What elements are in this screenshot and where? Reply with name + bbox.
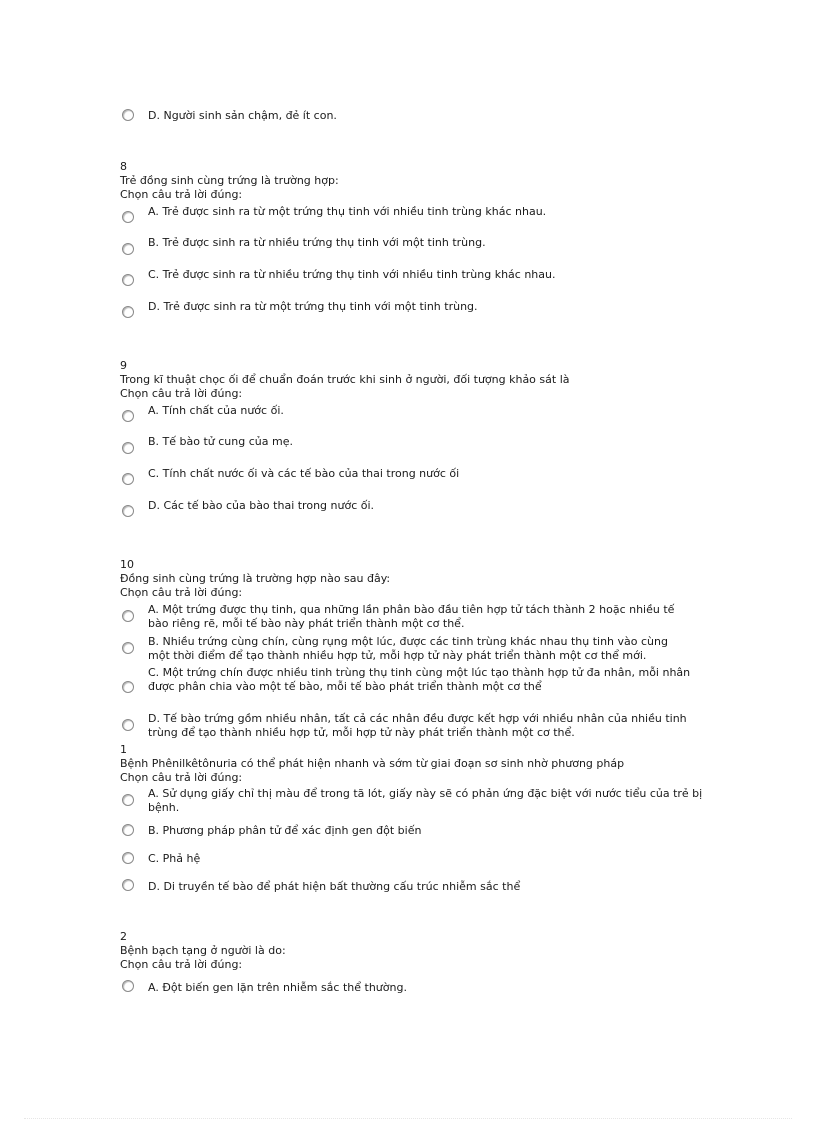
answer-option: A. Sử dụng giấy chỉ thị màu để trong tã lót, giấy này sẽ có phản ứng đặc biệt với nước tiểu của trẻ bị bệnh. <box>148 787 703 814</box>
question-number: 1 <box>120 743 127 756</box>
answer-option: D. Người sinh sản chậm, đẻ ít con. <box>148 109 337 122</box>
question-number: 10 <box>120 558 134 571</box>
answer-prompt: Chọn câu trả lời đúng: <box>120 958 243 971</box>
answer-option: D. Tế bào trứng gồm nhiều nhân, tất cả các nhân đều được kết hợp với nhiều nhân của nhiều tinh trùng để tạo thành nhiều hợp tử, mỗi hợp tử này phát triển thành một cơ thể. <box>148 712 687 739</box>
answer-option: C. Tính chất nước ối và các tế bào của thai trong nước ối <box>148 467 460 480</box>
radio-button[interactable] <box>122 824 134 836</box>
question-number: 2 <box>120 930 127 943</box>
radio-button[interactable] <box>122 642 134 654</box>
answer-option: D. Di truyền tế bào để phát hiện bất thường cấu trúc nhiễm sắc thể <box>148 880 521 893</box>
radio-button[interactable] <box>122 681 134 693</box>
radio-button[interactable] <box>122 410 134 422</box>
radio-button[interactable] <box>122 442 134 454</box>
answer-option: A. Một trứng được thụ tinh, qua những lần phân bào đầu tiên hợp tử tách thành 2 hoặc nhiều tế bào riêng rẽ, mỗi tế bào này phát triển thành một cơ thể. <box>148 603 675 630</box>
answer-option: B. Trẻ được sinh ra từ nhiều trứng thụ tinh với một tinh trùng. <box>148 236 486 249</box>
answer-option: B. Phương pháp phân tử để xác định gen đột biến <box>148 824 422 837</box>
answer-option: A. Đột biến gen lặn trên nhiễm sắc thể thường. <box>148 981 407 994</box>
answer-option: A. Tính chất của nước ối. <box>148 404 284 417</box>
radio-button[interactable] <box>122 306 134 318</box>
radio-button[interactable] <box>122 794 134 806</box>
radio-button[interactable] <box>122 211 134 223</box>
radio-button[interactable] <box>122 879 134 891</box>
answer-option: B. Tế bào tử cung của mẹ. <box>148 435 293 448</box>
page-divider <box>24 1118 792 1119</box>
radio-button[interactable] <box>122 243 134 255</box>
radio-button[interactable] <box>122 505 134 517</box>
question-text: Bệnh Phênilkêtônuria có thể phát hiện nhanh và sớm từ giai đoạn sơ sinh nhờ phương pháp <box>120 757 625 770</box>
answer-option: C. Trẻ được sinh ra từ nhiều trứng thụ tinh với nhiều tinh trùng khác nhau. <box>148 268 556 281</box>
answer-prompt: Chọn câu trả lời đúng: <box>120 387 243 400</box>
answer-option: D. Trẻ được sinh ra từ một trứng thụ tinh với một tinh trùng. <box>148 300 478 313</box>
answer-option: B. Nhiều trứng cùng chín, cùng rụng một lúc, được các tinh trùng khác nhau thụ tinh vào cùng một thời điểm để tạo thành nhiều hợp tử, mỗi hợp tử này phát triển thành một cơ thể mới. <box>148 635 668 662</box>
answer-option: D. Các tế bào của bào thai trong nước ối. <box>148 499 375 512</box>
radio-button[interactable] <box>122 109 134 121</box>
question-number: 9 <box>120 359 127 372</box>
answer-prompt: Chọn câu trả lời đúng: <box>120 188 243 201</box>
answer-option: A. Trẻ được sinh ra từ một trứng thụ tinh với nhiều tinh trùng khác nhau. <box>148 205 547 218</box>
answer-prompt: Chọn câu trả lời đúng: <box>120 771 243 784</box>
radio-button[interactable] <box>122 719 134 731</box>
answer-option: C. Một trứng chín được nhiều tinh trùng thụ tinh cùng một lúc tạo thành hợp tử đa nhân, mỗi nhân được phân chia vào một tế bào, mỗi tế bào phát triển thành một cơ thể <box>148 666 691 693</box>
answer-prompt: Chọn câu trả lời đúng: <box>120 586 243 599</box>
radio-button[interactable] <box>122 980 134 992</box>
question-text: Trẻ đồng sinh cùng trứng là trường hợp: <box>120 174 339 187</box>
radio-button[interactable] <box>122 852 134 864</box>
radio-button[interactable] <box>122 473 134 485</box>
radio-button[interactable] <box>122 610 134 622</box>
radio-button[interactable] <box>122 274 134 286</box>
question-text: Bệnh bạch tạng ở người là do: <box>120 944 286 957</box>
question-text: Trong kĩ thuật chọc ối để chuẩn đoán trước khi sinh ở người, đối tượng khảo sát là <box>120 373 570 386</box>
question-number: 8 <box>120 160 127 173</box>
question-text: Đồng sinh cùng trứng là trường hợp nào sau đây: <box>120 572 391 585</box>
answer-option: C. Phả hệ <box>148 852 201 865</box>
